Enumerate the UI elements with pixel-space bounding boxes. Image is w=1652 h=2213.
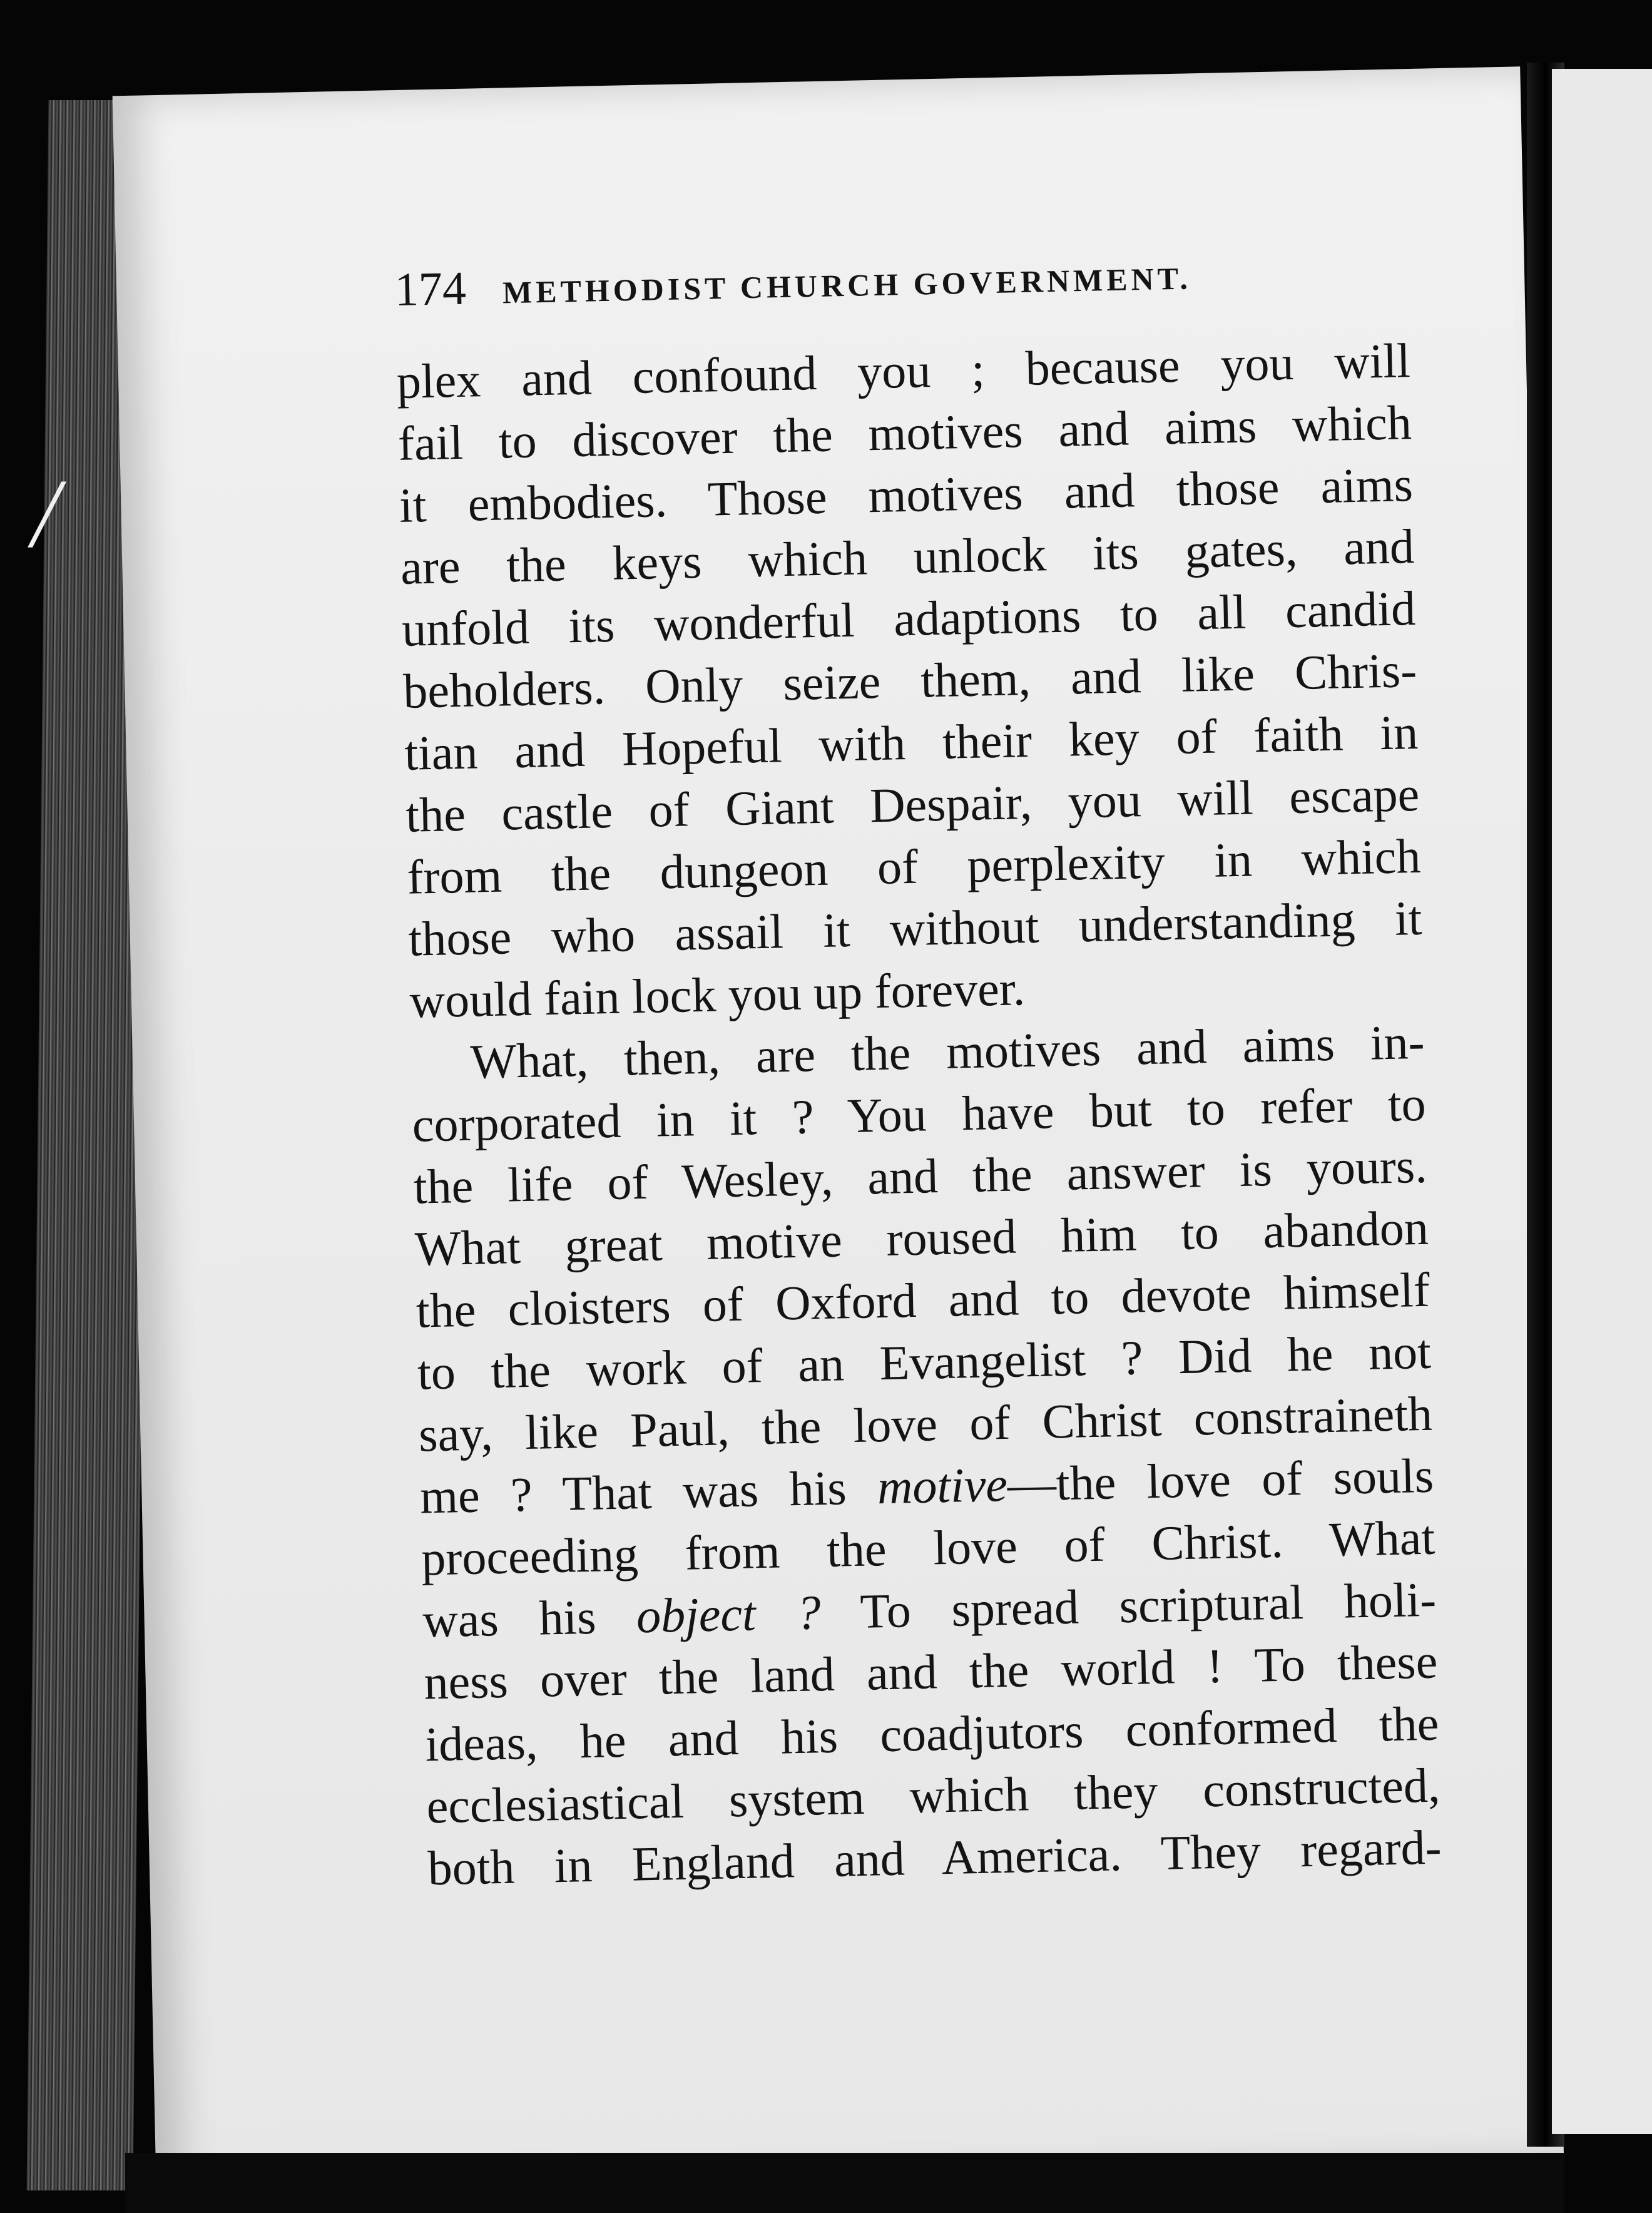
italic-word-motive: motive — [877, 1456, 1008, 1515]
running-head-title: METHODIST CHURCH GOVERNMENT. — [502, 260, 1192, 310]
text-line: ecclesiastical system which they constructed, — [426, 1757, 1441, 1834]
text-line: from the dungeon of perplexity in which — [406, 828, 1422, 904]
text-line: to the work of an Evangelist ? Did he not — [417, 1324, 1432, 1400]
text-line: proceeding from the love of Christ. What — [421, 1510, 1435, 1586]
text-line: the cloisters of Oxford and to devote himself — [416, 1262, 1430, 1338]
text-line: What great motive roused him to abandon — [414, 1200, 1429, 1276]
text-line: it embodies. Those motives and those aims — [399, 456, 1414, 533]
text-line: corporated in it ? You have but to refer to — [411, 1076, 1427, 1152]
page-number: 174 — [394, 262, 467, 316]
bottom-scan-border — [125, 2153, 1564, 2213]
margin-mark: ╱ — [30, 482, 64, 548]
text-line: both in England and America. They regard- — [427, 1819, 1442, 1896]
text-line: are the keys which unlock its gates, and — [400, 518, 1415, 595]
paragraph-2 — [410, 1011, 1442, 1899]
page-text-block — [394, 242, 1442, 1899]
text-line: What, then, are the motives and aims in- — [469, 1014, 1425, 1089]
text-line: tian and Hopeful with their key of faith in — [404, 704, 1419, 780]
text-segment: —the love of souls — [1006, 1448, 1434, 1511]
text-line: ness over the land and the world ! To these — [423, 1633, 1439, 1710]
facing-page-edge — [1552, 69, 1652, 2134]
text-line: fail to discover the motives and aims which — [397, 395, 1412, 471]
text-line: would fain lock you up forever. — [409, 961, 1026, 1028]
italic-word-object: object ? — [636, 1585, 822, 1643]
text-line: beholders. Only seize them, and like Chris- — [402, 642, 1417, 718]
text-line: ideas, he and his coadjutors conformed the — [424, 1695, 1440, 1772]
text-segment: To spread scriptural holi- — [820, 1572, 1437, 1640]
text-line: plex and confound you ; because you will — [396, 333, 1411, 409]
text-line: the life of Wesley, and the answer is yours. — [413, 1138, 1428, 1214]
paragraph-1 — [396, 329, 1424, 1032]
text-line: say, like Paul, the love of Christ constraineth — [418, 1386, 1433, 1462]
text-segment: me ? That was his — [419, 1459, 878, 1524]
text-line: the castle of Giant Despair, you will escape — [405, 766, 1420, 842]
text-line: unfold its wonderful adaptions to all candid — [401, 580, 1416, 657]
text-segment: was his — [422, 1588, 637, 1648]
text-line: those who assail it without understanding it — [407, 890, 1423, 966]
